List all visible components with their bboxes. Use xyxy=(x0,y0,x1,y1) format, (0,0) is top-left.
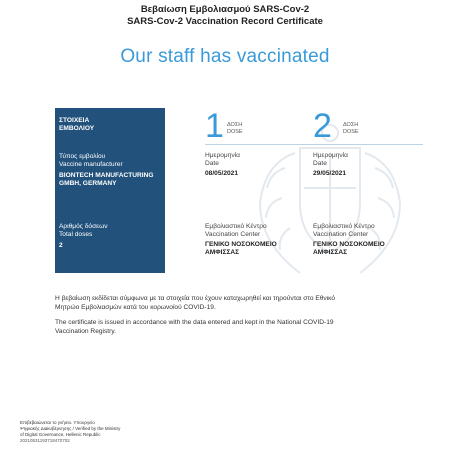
statement-greek xyxy=(55,294,405,312)
manufacturer-value xyxy=(59,172,154,188)
dose-2-center-label-en: Vaccination Center xyxy=(313,231,369,238)
dose-1-number: 1 xyxy=(205,107,224,145)
dose-2-word xyxy=(343,122,359,136)
dose-2-center xyxy=(313,241,385,257)
footer-line1: Επιβεβαιώνεται το γνήσιο. Υπουργείο xyxy=(20,420,95,425)
manufacturer-value-line1: BIONTECH MANUFACTURING xyxy=(59,172,154,179)
dose-1-column xyxy=(205,107,315,256)
manufacturer-label-gr: Τύπος εμβολίου xyxy=(59,153,106,160)
statement-english xyxy=(55,318,405,336)
dose-2-number: 2 xyxy=(313,107,332,145)
dose-2-date-label-gr: Ημερομηνία xyxy=(313,152,348,159)
total-doses-label-en: Total doses xyxy=(59,231,93,238)
dose-1-date: 08/05/2021 xyxy=(205,170,239,177)
dose-2-word-en: DOSE xyxy=(343,129,359,135)
dose-2-center-line1: ΓΕΝΙΚΟ ΝΟΣΟΚΟΜΕΙΟ xyxy=(313,241,385,248)
dose-1-header xyxy=(205,108,315,145)
manufacturer-block xyxy=(59,153,154,188)
title-english: SARS-Cov-2 Vaccination Record Certificate xyxy=(127,16,323,27)
vaccine-info-title-line2: ΕΜΒΟΛΙΟΥ xyxy=(59,125,95,132)
verification-footer xyxy=(20,420,120,444)
dose-1-date-label-gr: Ημερομηνία xyxy=(205,152,240,159)
statement-english-line1: The certificate is issued in accordance with the data entered and kept in the National COVID-19 xyxy=(55,319,334,326)
total-doses-value: 2 xyxy=(59,242,63,249)
dose-1-center-line2: ΑΜΦΙΣΣΑΣ xyxy=(205,249,240,256)
dose-2-column xyxy=(313,107,423,256)
vaccine-info-title-line1: ΣΤΟΙΧΕΙΑ xyxy=(59,117,90,124)
headline: Our staff has vaccinated xyxy=(120,46,330,67)
certificate-header xyxy=(0,4,450,28)
verification-code: 20210531193718470702 xyxy=(20,438,70,443)
vaccine-info-title xyxy=(59,117,94,133)
dose-1-center-label-en: Vaccination Center xyxy=(205,231,261,238)
footer-line2: Ψηφιακής Διακυβέρνησης / Verified by the Ministry xyxy=(20,426,121,431)
dose-2-header xyxy=(313,108,423,145)
dose-2-word-gr: ΔΟΣΗ xyxy=(343,122,359,128)
total-doses-label-gr: Αριθμός δόσεων xyxy=(59,223,108,230)
dose-2-center-label-gr: Εμβολιαστικό Κέντρο xyxy=(313,223,375,230)
dose-1-date-label-en: Date xyxy=(205,160,219,167)
manufacturer-label-en: Vaccine manufacturer xyxy=(59,161,123,168)
dose-2-date-label-en: Date xyxy=(313,160,327,167)
dose-2-center-line2: ΑΜΦΙΣΣΑΣ xyxy=(313,249,348,256)
dose-1-word xyxy=(227,122,243,136)
statement-greek-line1: Η βεβαίωση εκδίδεται σύμφωνα με τα στοιχεία που έχουν καταχωρηθεί και τηρούνται στο Εθνικό xyxy=(55,295,336,302)
dose-1-center xyxy=(205,241,277,257)
dose-1-center-line1: ΓΕΝΙΚΟ ΝΟΣΟΚΟΜΕΙΟ xyxy=(205,241,277,248)
dose-1-word-en: DOSE xyxy=(227,129,243,135)
vaccine-info-panel xyxy=(55,108,165,273)
dose-1-date-field xyxy=(205,152,240,178)
title-greek: Βεβαίωση Εμβολιασμού SARS-Cov-2 xyxy=(140,4,310,15)
dose-2-date-field xyxy=(313,152,348,178)
statement-english-line2: Vaccination Registry. xyxy=(55,328,116,335)
total-doses-block xyxy=(59,223,108,250)
dose-2-center-field xyxy=(313,223,385,257)
dose-1-word-gr: ΔΟΣΗ xyxy=(227,122,243,128)
dose-1-center-label-gr: Εμβολιαστικό Κέντρο xyxy=(205,223,267,230)
manufacturer-value-line2: GMBH, GERMANY xyxy=(59,180,117,187)
footer-line3: of Digital Governance, Hellenic Republic xyxy=(20,432,101,437)
dose-1-center-field xyxy=(205,223,277,257)
statement-greek-line2: Μητρώο Εμβολιασμών κατά του κορωνοϊού COVID-19. xyxy=(55,304,216,311)
dose-2-date: 29/05/2021 xyxy=(313,170,347,177)
